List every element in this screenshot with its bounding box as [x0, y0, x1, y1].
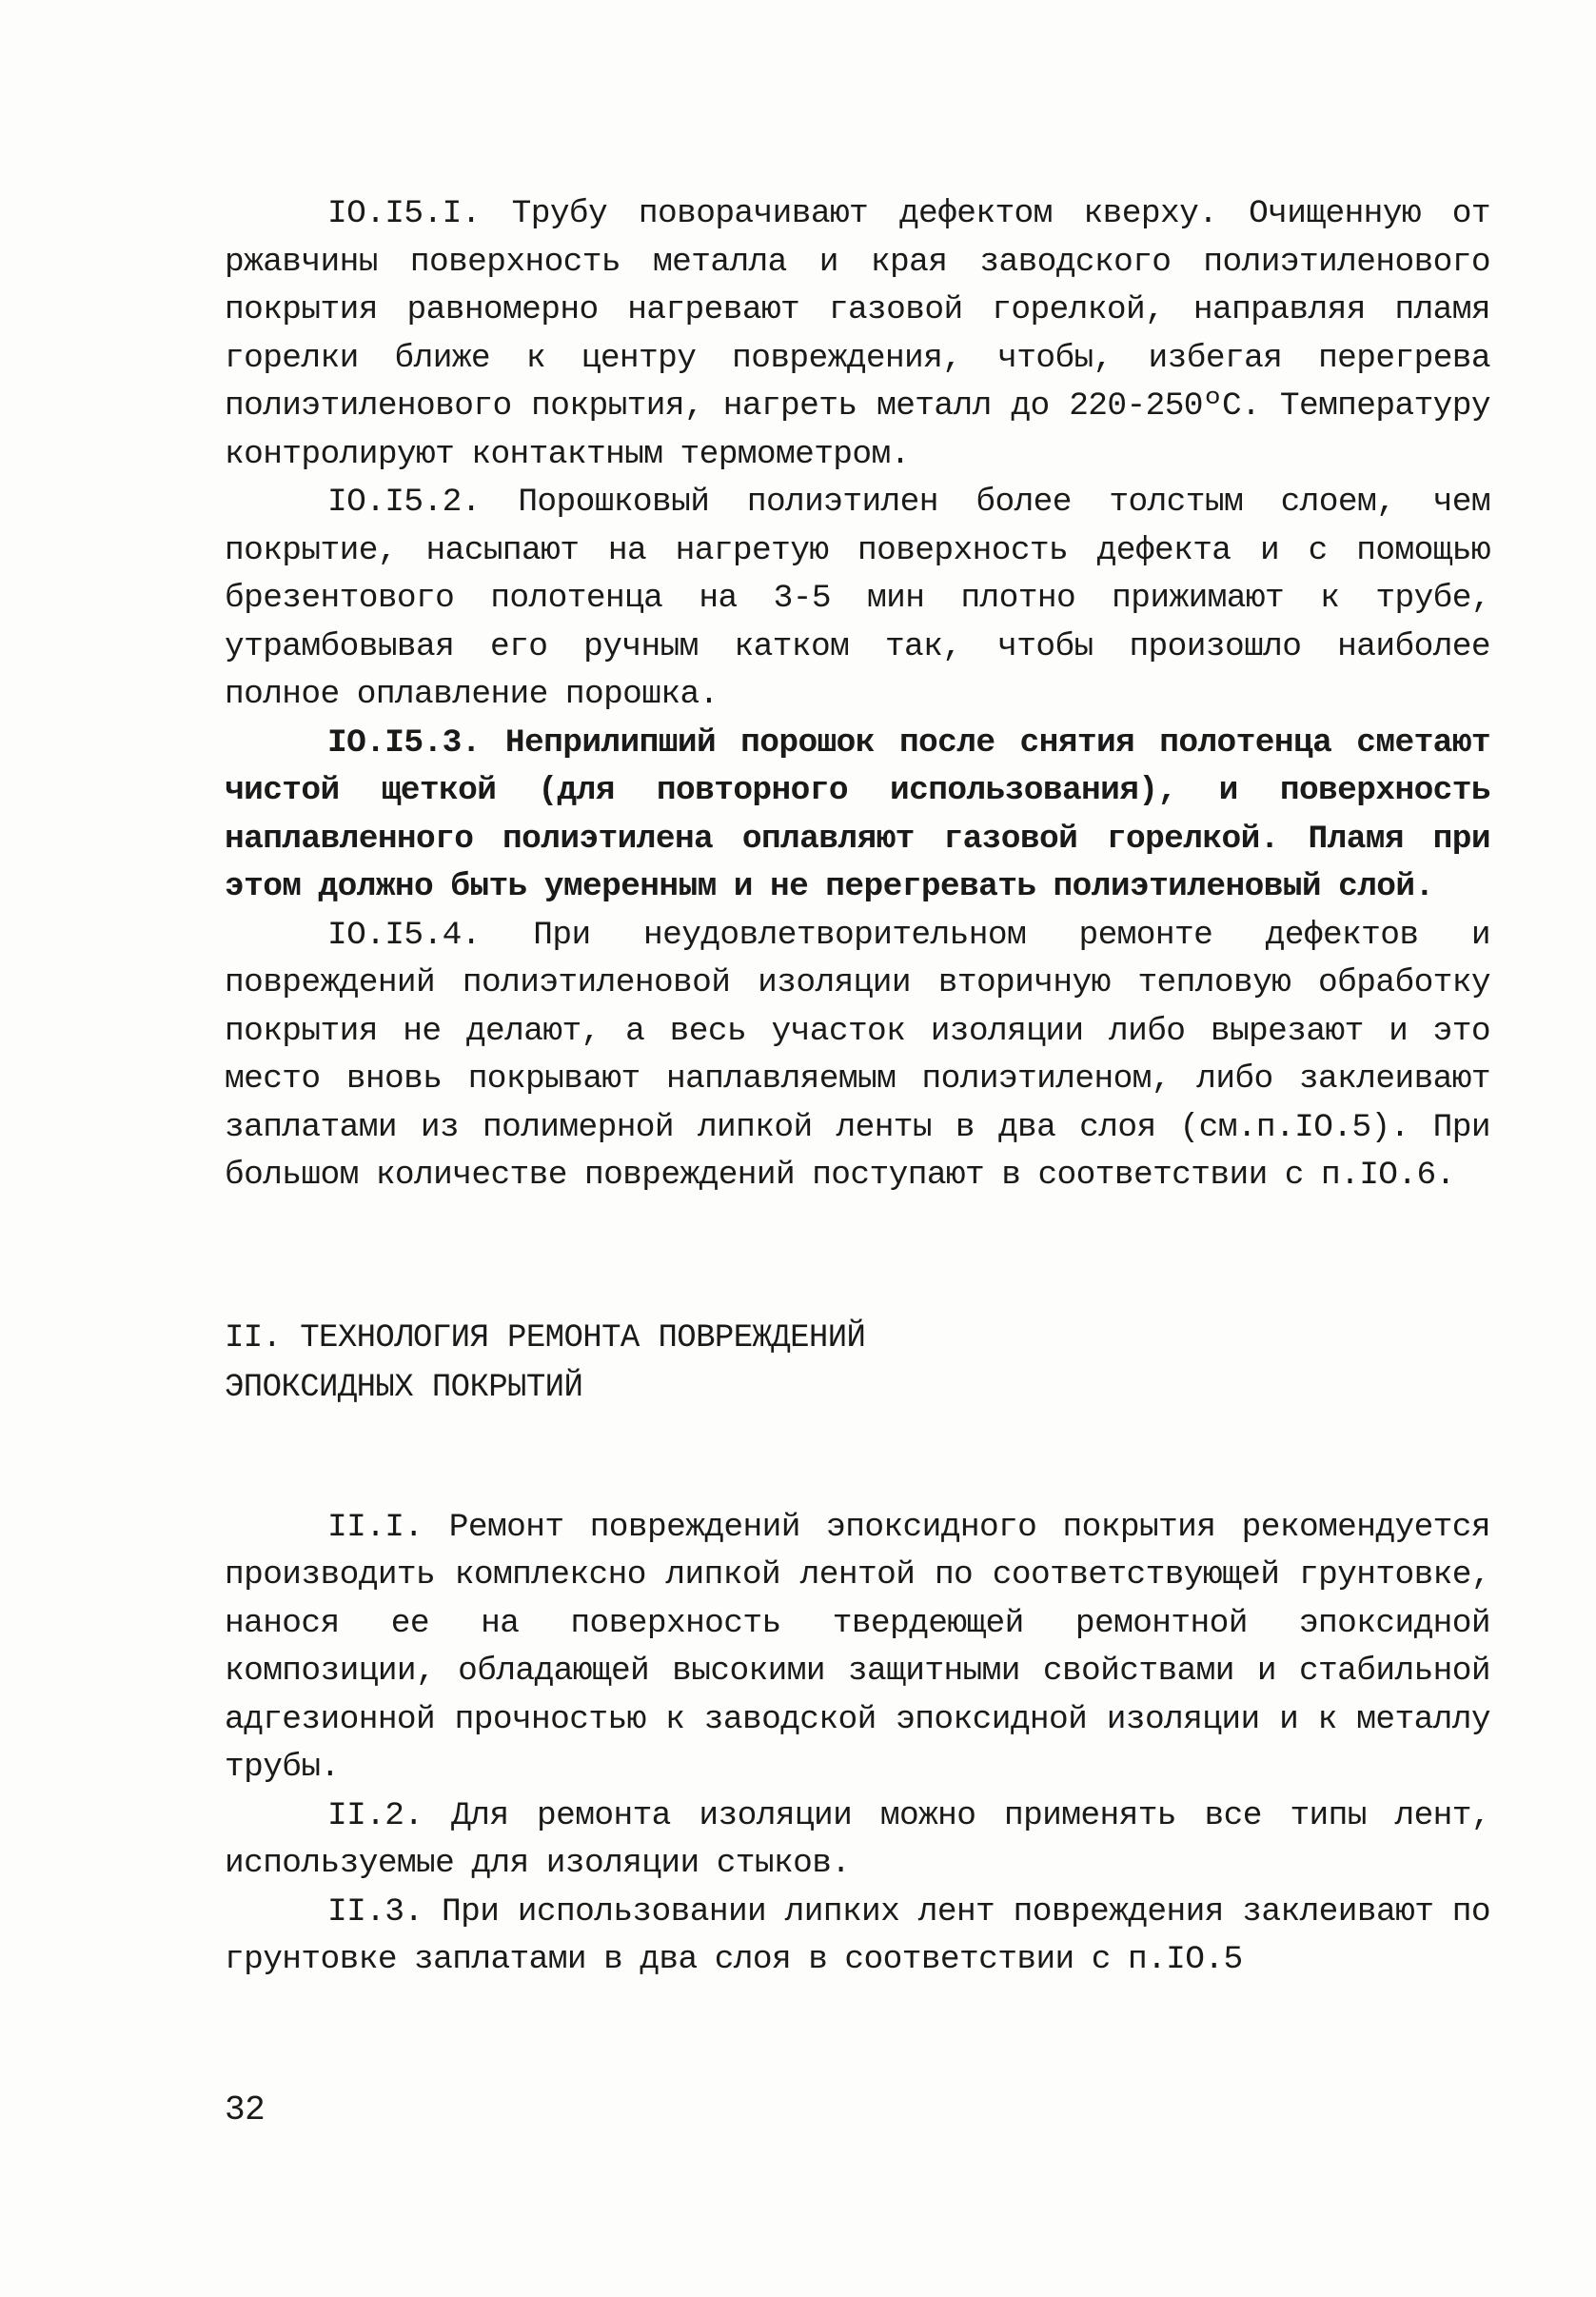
- paragraph-10-15-3: IO.I5.3. Неприлипший порошок после снятия полотенца сметают чистой щеткой (для повторного использования), и поверхность наплавленного полиэтилена оплавляют газовой горелкой. Пламя при этом должно быть умеренным и не перегревать полиэтиленовый слой.: [225, 723, 1490, 905]
- paragraph-11-2: II.2. Для ремонта изоляции можно применять все типы лент, используемые для изоляции стыков.: [225, 1796, 1490, 1882]
- paragraph-10-15-1: IO.I5.I. Трубу поворачивают дефектом кверху. Очищенную от ржавчины поверхность металла и края заводского полиэтиленового покрытия равномерно нагревают газовой горелкой, направляя пламя горелки ближе к центру повреждения, чтобы, избегая перегрева полиэтиленового покрытия, нагреть металл до 220-250ºС. Температуру контролируют контактным термометром.: [225, 195, 1490, 473]
- body-text: [225, 190, 1490, 1985]
- section-heading-line-2: ЭПОКСИДНЫХ ПОКРЫТИЙ: [225, 1369, 583, 1406]
- section-heading-line-1: II. ТЕХНОЛОГИЯ РЕМОНТА ПОВРЕЖДЕНИЙ: [225, 1319, 866, 1356]
- paragraph-11-1: II.I. Ремонт повреждений эпоксидного покрытия рекомендуется производить комплексно липкой лентой по соответствующей грунтовке, нанося ее на поверхность твердеющей ремонтной эпоксидной композиции, обладающей высокими защитными свойствами и стабильной адгезионной прочностью к заводской эпоксидной изоляции и к металлу трубы.: [225, 1508, 1490, 1786]
- paragraph-10-15-4: IO.I5.4. При неудовлетворительном ремонте дефектов и повреждений полиэтиленовой изоляции вторичную тепловую обработку покрытия не делают, а весь участок изоляции либо вырезают и это место вновь покрывают наплавляемым полиэтиленом, либо заклеивают заплатами из полимерной липкой ленты в два слоя (см.п.IO.5). При большом количестве повреждений поступают в соответствии с п.IO.6.: [225, 916, 1490, 1194]
- section-heading: [225, 1314, 1490, 1413]
- paragraph-11-3: II.3. При использовании липких лент повреждения заклеивают по грунтовке заплатами в два слоя в соответствии с п.IO.5: [225, 1892, 1490, 1978]
- paragraph-10-15-2: IO.I5.2. Порошковый полиэтилен более толстым слоем, чем покрытие, насыпают на нагретую поверхность дефекта и с помощью брезентового полотенца на 3-5 мин плотно прижимают к трубе, утрамбовывая его ручным катком так, чтобы произошло наиболее полное оплавление порошка.: [225, 484, 1490, 713]
- page-number: 32: [225, 2090, 266, 2129]
